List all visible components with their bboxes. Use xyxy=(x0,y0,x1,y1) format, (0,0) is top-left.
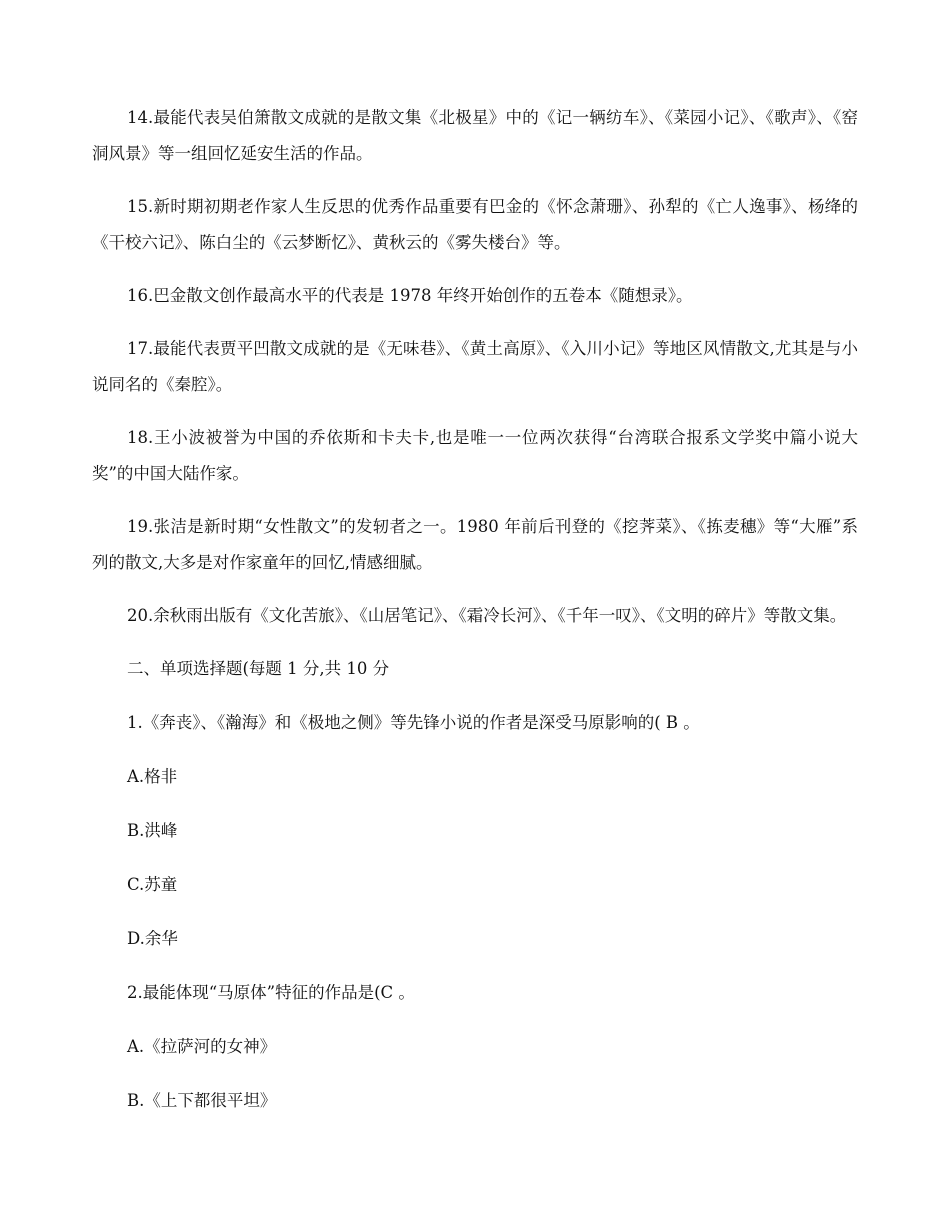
question-1-option-a: A.格非 xyxy=(127,767,178,786)
section-heading: 二、单项选择题(每题 1 分,共 10 分 xyxy=(127,659,390,678)
question-1-option-b: B.洪峰 xyxy=(127,821,178,840)
question-2-option-b: B.《上下都很平坦》 xyxy=(127,1091,277,1110)
paragraph-14: 14.最能代表吴伯箫散文成就的是散文集《北极星》中的《记一辆纺车》、《菜园小记》、《歌声》、《窑洞风景》等一组回忆延安生活的作品。 xyxy=(92,108,858,163)
question-1-option-d: D.余华 xyxy=(127,929,178,948)
paragraph-18: 18.王小波被誉为中国的乔依斯和卡夫卡,也是唯一一位两次获得“台湾联合报系文学奖中篇小说大奖”的中国大陆作家。 xyxy=(92,428,858,483)
question-2-option-a: A.《拉萨河的女神》 xyxy=(127,1037,277,1056)
paragraph-17: 17.最能代表贾平凹散文成就的是《无味巷》、《黄土高原》、《入川小记》等地区风情散文,尤其是与小说同名的《秦腔》。 xyxy=(92,339,858,394)
paragraph-20: 20.余秋雨出版有《文化苦旅》、《山居笔记》、《霜冷长河》、《千年一叹》、《文明的碎片》等散文集。 xyxy=(127,606,847,625)
question-1-stem: 1.《奔丧》、《瀚海》和《极地之侧》等先锋小说的作者是深受马原影响的( B 。 xyxy=(127,713,700,732)
paragraph-15: 15.新时期初期老作家人生反思的优秀作品重要有巴金的《怀念萧珊》、孙犁的《亡人逸事》、杨绛的《干校六记》、陈白尘的《云梦断忆》、黄秋云的《雾失楼台》等。 xyxy=(92,197,858,252)
paragraph-19: 19.张洁是新时期“女性散文”的发轫者之一。1980 年前后刊登的《挖荠菜》、《拣麦穗》等“大雁”系列的散文,大多是对作家童年的回忆,情感细腻。 xyxy=(92,517,858,572)
question-1-option-c: C.苏童 xyxy=(127,875,178,894)
paragraph-16: 16.巴金散文创作最高水平的代表是 1978 年终开始创作的五卷本《随想录》。 xyxy=(127,286,693,305)
question-2-stem: 2.最能体现“马原体”特征的作品是(C 。 xyxy=(127,983,415,1002)
